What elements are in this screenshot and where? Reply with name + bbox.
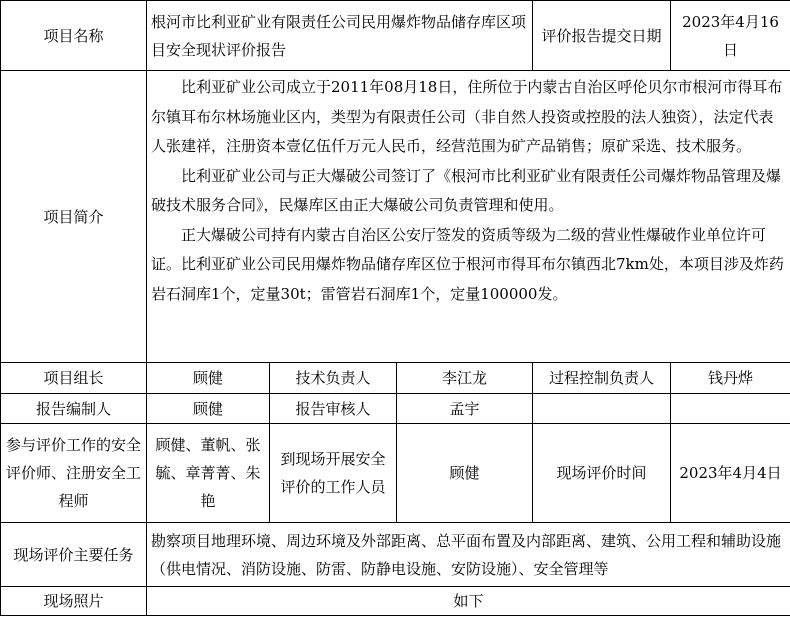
onsite-time-value: 2023年4月4日 xyxy=(671,424,790,523)
evaluators-names: 顾健、董帆、张毓、章菁菁、朱艳 xyxy=(147,424,270,523)
report-date-value: 2023年4月16日 xyxy=(671,1,790,71)
report-reviewer-label: 报告审核人 xyxy=(270,394,397,424)
onsite-time-label: 现场评价时间 xyxy=(533,424,671,523)
process-control-label: 过程控制负责人 xyxy=(533,363,671,394)
intro-paragraph-company: 比利亚矿业公司成立于2011年08月18日，住所位于内蒙古自治区呼伦贝尔市根河市得耳布尔镇耳布尔林场施业区内，类型为有限责任公司（非自然人投资或控股的法人独资），法定代表人张建祥，注册资本壹亿伍仟万元人民币，经营范围为矿产品销售；原矿采选、技术服务。 xyxy=(151,78,783,155)
intro-paragraph-license: 正大爆破公司持有内蒙古自治区公安厅签发的资质等级为二级的营业性爆破作业单位许可证。比利亚矿业公司民用爆炸物品储存库区位于根河市得耳布尔镇西北7km处，本项目涉及炸药岩石洞库1个，定量30t；雷管岩石洞库1个，定量100000发。 xyxy=(151,225,784,303)
table-row-report xyxy=(1,394,790,424)
project-name-value: 根河市比利亚矿业有限责任公司民用爆炸物品储存库区项目安全现状评价报告 xyxy=(147,1,533,71)
intro-paragraph-contract: 比利亚矿业公司与正大爆破公司签订了《根河市比利亚矿业有限责任公司爆炸物品管理及爆破技术服务合同》，民爆库区由正大爆破公司负责管理和使用。 xyxy=(151,166,782,214)
table-row-project-intro xyxy=(1,71,790,363)
project-intro-label: 项目简介 xyxy=(1,71,147,363)
table-row-project-name xyxy=(1,1,790,71)
empty-cell xyxy=(671,394,790,424)
tech-lead-label: 技术负责人 xyxy=(270,363,397,394)
evaluators-label: 参与评价工作的安全评价师、注册安全工程师 xyxy=(1,424,147,523)
tasks-content: 勘察项目地理环境、周边环境及外部距离、总平面布置及内部距离、建筑、公用工程和辅助设施（供电情况、消防设施、防雷、防静电设施、安防设施）、安全管理等 xyxy=(147,523,790,587)
project-intro-content xyxy=(147,71,790,363)
photos-content: 如下 xyxy=(147,587,790,616)
tasks-label: 现场评价主要任务 xyxy=(1,523,147,587)
table-row-evaluators xyxy=(1,424,790,523)
report-author-label: 报告编制人 xyxy=(1,394,147,424)
report-date-label: 评价报告提交日期 xyxy=(533,1,671,71)
leader-label: 项目组长 xyxy=(1,363,147,394)
project-name-label: 项目名称 xyxy=(1,1,147,71)
table-row-team xyxy=(1,363,790,394)
tech-lead-value: 李江龙 xyxy=(397,363,533,394)
report-reviewer-value: 孟宇 xyxy=(397,394,533,424)
onsite-staff-value: 顾健 xyxy=(397,424,533,523)
empty-cell xyxy=(533,394,671,424)
photos-label: 现场照片 xyxy=(1,587,147,616)
table-row-tasks xyxy=(1,523,790,587)
report-author-value: 顾健 xyxy=(147,394,270,424)
onsite-staff-label: 到现场开展安全评价的工作人员 xyxy=(270,424,397,523)
process-control-value: 钱丹烨 xyxy=(671,363,790,394)
table-row-photos xyxy=(1,587,790,616)
leader-value: 顾健 xyxy=(147,363,270,394)
